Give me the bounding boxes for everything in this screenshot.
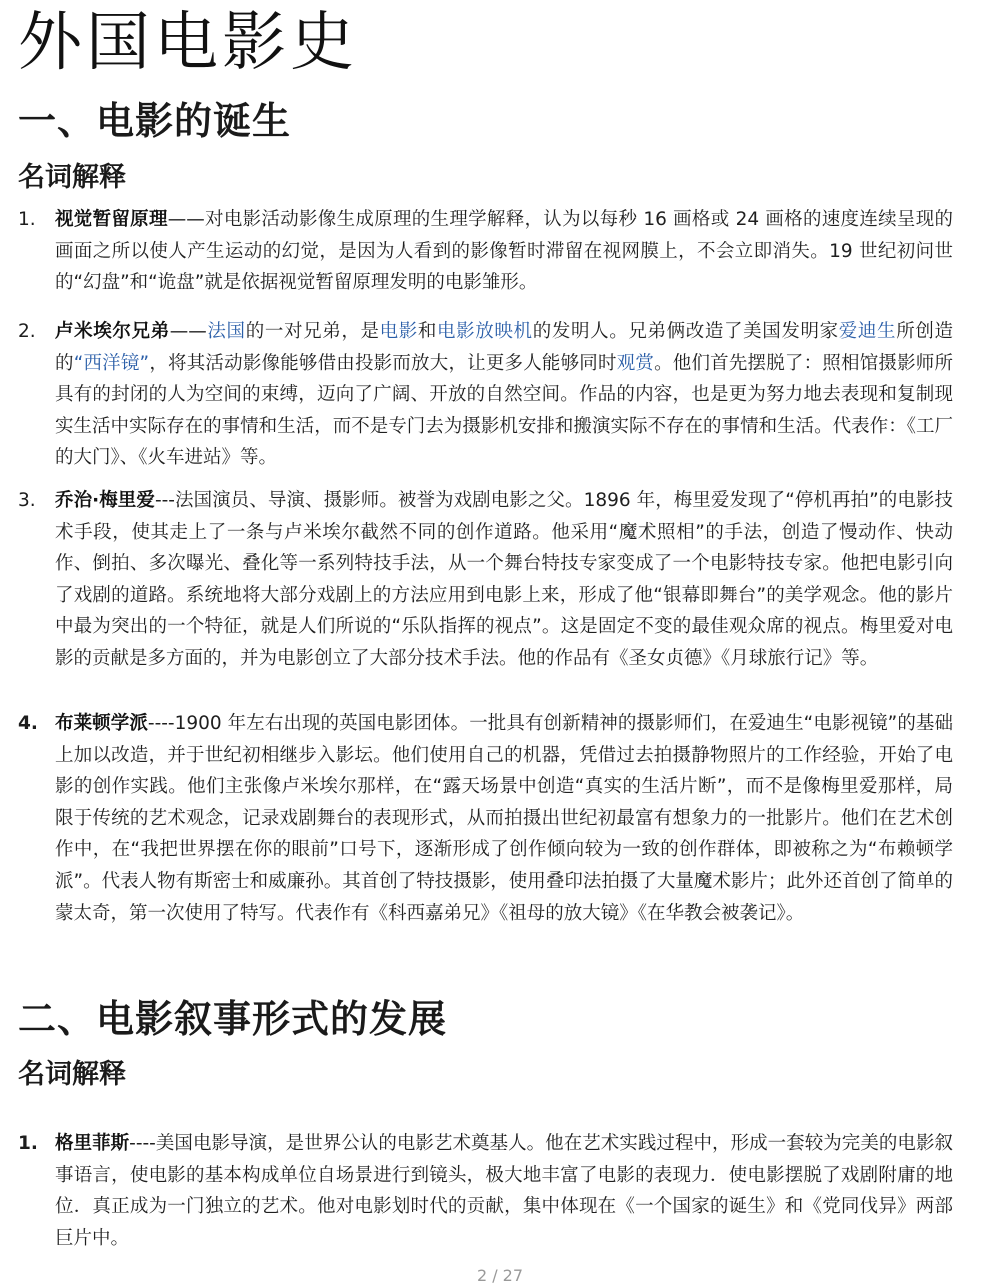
- link-film[interactable]: 电影: [379, 321, 418, 342]
- link-france[interactable]: 法国: [206, 321, 246, 342]
- document-title: 外国电影史: [18, 6, 358, 80]
- item-term: 视觉暂留原理: [55, 209, 168, 230]
- subtitle-term-explanation: 名词解释: [18, 162, 126, 193]
- item-text-segment: 和: [417, 321, 438, 342]
- item-text-segment: 。他们首先摆脱了：照相馆摄影师所具有的封闭的人为空间的束缚，迈向了广阔、开放的自然空间。作品的内容，也是更为努力地去表现和复制现实生活中实际存在的事情和生活，而不是专门去为摄影机安排和搬演实际不存在的事情和生活。代表作：《工厂的大门》、《火车进站》等。: [55, 352, 953, 469]
- item-number: 1.: [18, 209, 36, 230]
- list-item: [18, 485, 953, 675]
- item-body: [55, 204, 953, 299]
- item-text-segment: ——: [169, 321, 207, 342]
- subtitle-term-explanation: 名词解释: [18, 1059, 126, 1090]
- item-body: [55, 316, 953, 474]
- page-indicator: 2 / 27: [476, 1266, 524, 1285]
- section-title-narrative-development: 二、电影叙事形式的发展: [18, 997, 448, 1041]
- link-film-projector[interactable]: 电影放映机: [437, 321, 533, 342]
- item-text-segment: 的发明人。兄弟俩改造了美国发明家: [532, 321, 839, 342]
- item-description: ----1900 年左右出现的英国电影团体。一批具有创新精神的摄影师们，在爱迪生“电影视镜”的基础上加以改造，并于世纪初相继步入影坛。他们使用自己的机器，凭借过去拍摄静物照片的工作经验，开始了电影的创作实践。他们主张像卢米埃尔那样，在“露天场景中创造“真实的生活片断”，而不是像梅里爱那样，局限于传统的艺术观念，记录戏剧舞台的表现形式，从而拍摄出世纪初最富有想象力的一批影片。他们在艺术创作中，在“我把世界摆在你的眼前”口号下，逐渐形成了创作倾向较为一致的创作群体，即被称之为“布赖顿学派”。代表人物有斯密士和威廉孙。其首创了特技摄影，使用叠印法拍摄了大量魔术影片；此外还首创了简单的蒙太奇，第一次使用了特写。代表作有《科西嘉弟兄》《祖母的放大镜》《在华教会被袭记》。: [55, 713, 953, 924]
- item-number: 3.: [18, 490, 36, 511]
- item-number: 1.: [18, 1133, 38, 1154]
- link-watch[interactable]: 观赏: [616, 352, 655, 374]
- link-kinetoscope[interactable]: “西洋镜”: [73, 352, 150, 374]
- item-description: ---法国演员、导演、摄影师。被誉为戏剧电影之父。1896 年，梅里爱发现了“停机再拍”的电影技术手段，使其走上了一条与卢米埃尔截然不同的创作道路。他采用“魔术照相”的手法，创造了慢动作、快动作、倒拍、多次曝光、叠化等一系列特技手法，从一个舞台特技专家变成了一个电影特技专家。他把电影引向了戏剧的道路。系统地将大部分戏剧上的方法应用到电影上来，形成了他“银幕即舞台”的美学观念。他的影片中最为突出的一个特征，就是人们所说的“乐队指挥的视点”。这是固定不变的最佳观众席的视点。梅里爱对电影的贡献是多方面的，并为电影创立了大部分技术手法。他的作品有《圣女贞德》《月球旅行记》等。: [55, 490, 953, 669]
- list-item: [18, 1128, 953, 1254]
- item-body: [55, 485, 953, 675]
- item-term: 卢米埃尔兄弟: [55, 321, 170, 342]
- item-text-segment: 的一对兄弟，是: [245, 321, 380, 342]
- list-item: [18, 316, 953, 474]
- link-edison[interactable]: 爱迪生: [838, 321, 897, 342]
- list-item: [18, 708, 953, 929]
- item-body: [55, 1128, 953, 1254]
- item-description: ——对电影活动影像生成原理的生理学解释，认为以每秒 16 画格或 24 画格的速度连续呈现的画面之所以使人产生运动的幻觉，是因为人看到的影像暂时滞留在视网膜上，不会立即消失。19 世纪初问世的“幻盘”和“诡盘”就是依据视觉暂留原理发明的电影雏形。: [55, 209, 953, 294]
- item-body: [55, 708, 953, 929]
- item-number: 4.: [18, 713, 38, 734]
- item-text-segment: ，将其活动影像能够借由投影而放大，让更多人能够同时: [149, 352, 617, 374]
- section-title-birth-of-film: 一、电影的诞生: [18, 99, 292, 143]
- item-text-segment: 所创造的: [55, 321, 953, 374]
- item-term: 布莱顿学派: [55, 713, 148, 734]
- item-term: 格里菲斯: [55, 1133, 130, 1154]
- list-item: [18, 204, 953, 299]
- item-number: 2.: [18, 321, 36, 342]
- item-description: ----美国电影导演，是世界公认的电影艺术奠基人。他在艺术实践过程中，形成一套较为完美的电影叙事语言，使电影的基本构成单位自场景进行到镜头，极大地丰富了电影的表现力．使电影摆脱了戏剧附庸的地位．真正成为一门独立的艺术。他对电影划时代的贡献，集中体现在《一个国家的诞生》和《党同伐异》两部巨片中。: [55, 1133, 953, 1249]
- item-term: 乔治·梅里爱: [55, 490, 155, 511]
